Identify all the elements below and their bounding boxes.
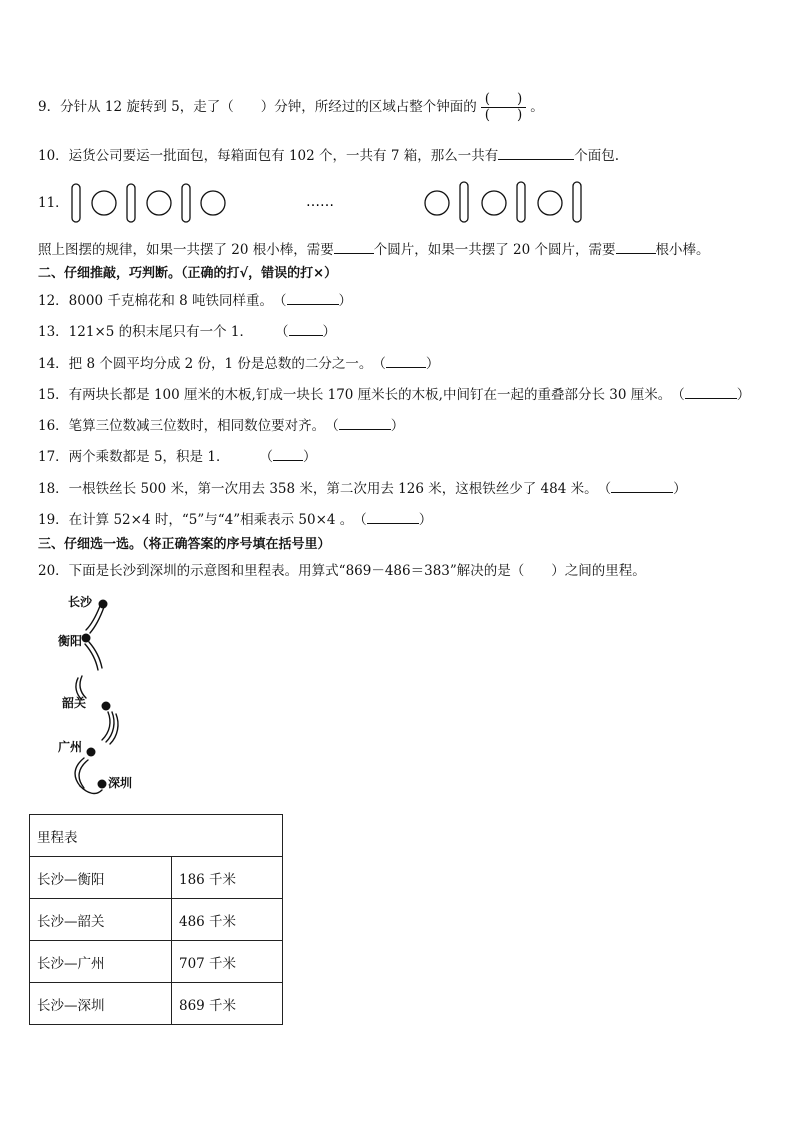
station-label: 广州 <box>58 740 83 754</box>
circle-4 <box>425 191 449 215</box>
question-14 <box>38 354 439 373</box>
circle-3 <box>201 191 225 215</box>
station-label: 长沙 <box>68 595 93 609</box>
table-row <box>30 899 283 941</box>
q10-answer-blank[interactable] <box>498 146 574 160</box>
circle-1 <box>92 191 116 215</box>
q15-text: 15．有两块长都是 100 厘米的木板,钉成一块长 170 厘米长的木板,中间钉在一起的重叠部分长 30 厘米。 <box>38 387 672 403</box>
pattern-right-group <box>425 182 581 222</box>
question-11-text <box>38 240 710 259</box>
station-label: 深圳 <box>108 776 133 790</box>
q10-text: 10．运货公司要运一批面包，每箱面包有 102 个，一共有 7 箱，那么一共有 <box>38 148 499 164</box>
stick-6 <box>573 182 581 222</box>
stick-2 <box>127 184 135 222</box>
q14-answer-paren[interactable]: （ ） <box>372 356 440 372</box>
question-18 <box>38 479 687 498</box>
station-dot-guangzhou <box>87 748 96 757</box>
ellipsis: …… <box>306 194 334 210</box>
section-2-heading: 二、仔细推敲，巧判断。（正确的打√，错误的打×） <box>38 266 338 281</box>
route-cell: 长沙—韶关 <box>30 899 172 941</box>
q11-blank-1[interactable] <box>334 240 374 254</box>
table-title: 里程表 <box>30 815 283 857</box>
track-segment-1b <box>90 607 104 633</box>
q9-fraction-numerator[interactable]: ( ) <box>484 91 523 107</box>
track-segment-4 <box>102 712 110 740</box>
circle-5 <box>482 191 506 215</box>
track-segment-5b <box>79 760 88 788</box>
mileage-table <box>29 814 283 1025</box>
station-dot-changsha <box>99 600 108 609</box>
q14-text: 14．把 8 个圆平均分成 2 份，1 份是总数的二分之一。 <box>38 356 373 372</box>
q13-answer-paren[interactable]: （ ） <box>275 324 337 340</box>
pattern-left-group <box>72 184 225 222</box>
question-9 <box>38 92 544 123</box>
q11-text-b: 个圆片，如果一共摆了 20 个圆片，需要 <box>373 242 616 258</box>
question-15 <box>38 385 750 404</box>
q17-text: 17．两个乘数都是 5，积是 1． <box>38 449 230 465</box>
question-10 <box>38 146 619 165</box>
table-title-row <box>30 815 283 857</box>
station-dot-shenzhen <box>98 780 107 789</box>
distance-cell: 186 千米 <box>172 857 283 899</box>
question-12 <box>38 291 352 310</box>
q16-answer-paren[interactable]: （ ） <box>325 418 405 434</box>
q16-text: 16．笔算三位数减三位数时，相同数位要对齐。 <box>38 418 326 434</box>
track-segment-2 <box>85 644 98 670</box>
distance-cell: 707 千米 <box>172 941 283 983</box>
question-20 <box>38 562 646 580</box>
station-dot-shaoguan <box>102 702 111 711</box>
q10-text-end: 个面包. <box>574 148 619 164</box>
route-cell: 长沙—深圳 <box>30 983 172 1025</box>
table-row <box>30 857 283 899</box>
q11-text-c: 根小棒。 <box>655 242 710 258</box>
q11-label: 11． <box>38 195 69 211</box>
question-13 <box>38 322 336 341</box>
q15-answer-paren[interactable]: （ ） <box>671 387 751 403</box>
route-cell: 长沙—广州 <box>30 941 172 983</box>
stick-circle-pattern <box>38 180 598 226</box>
stick-5 <box>517 182 525 222</box>
station-label: 韶关 <box>62 696 87 710</box>
station-dots <box>82 600 111 789</box>
question-17 <box>38 447 316 466</box>
circle-6 <box>538 191 562 215</box>
q12-answer-paren[interactable]: （ ） <box>273 293 352 309</box>
section-3-heading: 三、仔细选一选。（将正确答案的序号填在括号里） <box>38 537 331 552</box>
table-row <box>30 983 283 1025</box>
q19-answer-paren[interactable]: （ ） <box>353 512 433 528</box>
q9-text: 9．分针从 12 旋转到 5，走了（ ）分钟，所经过的区域占整个钟面的 <box>38 99 477 115</box>
track-segment-2b <box>89 642 102 668</box>
q9-period: 。 <box>530 99 544 115</box>
route-map <box>40 590 150 805</box>
q13-text: 13．121×5 的积末尾只有一个 1． <box>38 324 254 340</box>
q18-answer-paren[interactable]: （ ） <box>597 481 687 497</box>
q12-text: 12．8000 千克棉花和 8 吨铁同样重。 <box>38 293 273 309</box>
table-row <box>30 941 283 983</box>
question-16 <box>38 416 404 435</box>
track-segment-1 <box>86 606 100 630</box>
q18-text: 18．一根铁丝长 500 米，第一次用去 358 米，第二次用去 126 米，这根铁丝少了 484 米。 <box>38 481 598 497</box>
route-cell: 长沙—衡阳 <box>30 857 172 899</box>
q11-text-a: 照上图摆的规律，如果一共摆了 20 根小棒，需要 <box>38 242 334 258</box>
circle-2 <box>147 191 171 215</box>
question-19 <box>38 510 432 529</box>
stick-3 <box>182 184 190 222</box>
station-dot-hengyang <box>82 634 91 643</box>
q20-text: 20．下面是长沙到深圳的示意图和里程表。用算式“869－486＝383”解决的是（ ）之间的里程。 <box>38 563 646 579</box>
q17-answer-paren[interactable]: （ ） <box>259 449 317 465</box>
distance-cell: 869 千米 <box>172 983 283 1025</box>
stick-4 <box>460 182 468 222</box>
track-segment-3b <box>80 676 86 698</box>
q19-text: 19．在计算 52×4 时，“5”与“4”相乘表示 50×4 。 <box>38 512 354 528</box>
q9-fraction <box>481 92 527 123</box>
station-label: 衡阳 <box>58 634 83 648</box>
q11-blank-2[interactable] <box>616 240 656 254</box>
q9-fraction-denominator[interactable]: ( ) <box>484 107 523 123</box>
distance-cell: 486 千米 <box>172 899 283 941</box>
stick-1 <box>72 184 80 222</box>
